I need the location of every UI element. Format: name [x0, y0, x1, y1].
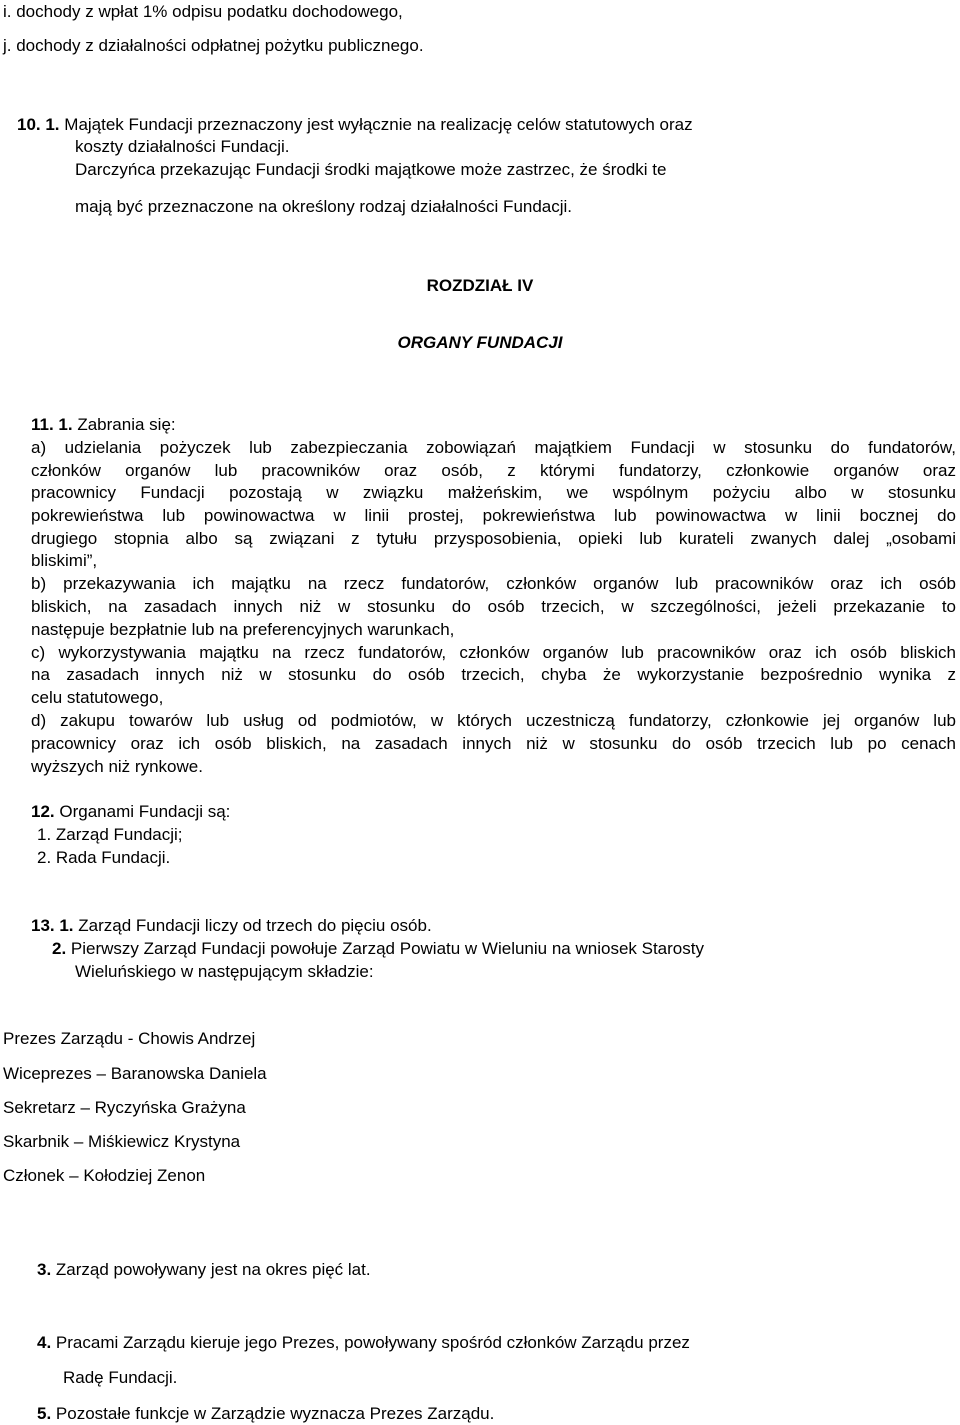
section-10-number: 10. 1. [17, 115, 60, 134]
section-12-intro: Organami Fundacji są: [59, 802, 231, 821]
section-11-line: na zasadach innych niż w stosunku do osób trzecich, chyba że wykorzystanie bezpośrednio wynika z [31, 665, 956, 684]
section-12-number: 12. [31, 802, 55, 821]
section-12-item: 2. Rada Fundacji. [37, 848, 171, 867]
section-11-line: celu statutowego, [31, 688, 164, 707]
section-10-line-1 [17, 115, 693, 135]
section-13-p3-text: Zarząd powoływany jest na okres pięć lat. [55, 1260, 371, 1279]
section-11-line: c) wykorzystywania majątku na rzecz fundatorów, członków organów lub pracowników oraz ich osób bliskich [31, 643, 956, 662]
list-item-i: i. dochody z wpłat 1% odpisu podatku dochodowego, [3, 2, 403, 21]
section-11-heading [31, 415, 176, 435]
section-13-p2-text: Pierwszy Zarząd Fundacji powołuje Zarząd Powiatu w Wieluniu na wniosek Starosty [70, 939, 704, 958]
board-member: Wiceprezes – Baranowska Daniela [3, 1064, 267, 1083]
section-11-line: a) udzielania pożyczek lub zabezpieczania zobowiązań majątkiem Fundacji w stosunku do fundatorów, [31, 438, 956, 457]
section-11-line: bliskimi”, [31, 551, 98, 570]
section-13-p2-line-1 [52, 939, 704, 959]
section-11-line: bliskich, na zasadach innych niż w stosunku do osób trzecich, w szczególności, jeżeli przekazanie to [31, 597, 956, 616]
section-13-p3-number: 3. [37, 1260, 52, 1279]
section-13-p2-line-2: Wieluńskiego w następującym składzie: [75, 962, 374, 981]
chapter-number: ROZDZIAŁ IV [426, 276, 534, 295]
section-13-p4-number: 4. [37, 1333, 52, 1352]
section-10-line-2: koszty działalności Fundacji. [75, 137, 290, 156]
section-11-line: drugiego stopnia albo są związani z tytułu przysposobienia, opieki lub kurateli zwanych dalej „osobami [31, 529, 956, 548]
section-11-line: członków organów lub pracowników oraz osób, z którymi fundatorzy, członkowie organów oraz [31, 461, 956, 480]
chapter-title: ORGANY FUNDACJI [397, 333, 563, 352]
section-11-line: wyższych niż rynkowe. [31, 757, 203, 776]
section-11-line: pracownicy Fundacji pozostają w związku małżeńskim, we wspólnym pożyciu albo w stosunku [31, 483, 956, 502]
board-member: Sekretarz – Ryczyńska Grażyna [3, 1098, 246, 1117]
section-13-p1: Zarząd Fundacji liczy od trzech do pięciu osób. [78, 916, 432, 935]
list-item-j: j. dochody z działalności odpłatnej pożytku publicznego. [3, 36, 424, 55]
section-13-p2-number: 2. [52, 939, 67, 958]
section-11-line: następuje bezpłatnie lub na preferencyjnych warunkach, [31, 620, 455, 639]
section-11-line: b) przekazywania ich majątku na rzecz fundatorów, członków organów lub pracowników oraz ich osób [31, 574, 956, 593]
board-member: Skarbnik – Miśkiewicz Krystyna [3, 1132, 241, 1151]
board-member: Prezes Zarządu - Chowis Andrzej [3, 1029, 256, 1048]
board-member: Członek – Kołodziej Zenon [3, 1166, 206, 1185]
section-13-p4-line-1 [37, 1333, 690, 1353]
section-12-heading [31, 802, 230, 822]
section-10-line-3: Darczyńca przekazując Fundacji środki majątkowe może zastrzec, że środki te [75, 160, 667, 179]
section-13-heading [31, 916, 432, 936]
section-13-p4-line-2: Radę Fundacji. [63, 1368, 178, 1387]
section-10-text: Majątek Fundacji przeznaczony jest wyłącznie na realizację celów statutowych oraz [64, 115, 693, 134]
section-11-line: d) zakupu towarów lub usług od podmiotów, w których uczestniczą fundatorzy, członkowie jej organów lub [31, 711, 956, 730]
section-11-intro: Zabrania się: [77, 415, 176, 434]
section-10-line-4: mają być przeznaczone na określony rodzaj działalności Fundacji. [75, 197, 573, 216]
section-11-number: 11. 1. [31, 415, 73, 434]
section-12-item: 1. Zarząd Fundacji; [37, 825, 183, 844]
section-11-line: pracownicy oraz ich osób bliskich, na zasadach innych niż w stosunku do osób trzecich lub po cenach [31, 734, 956, 753]
section-13-p5 [37, 1404, 494, 1424]
section-13-p5-text: Pozostałe funkcje w Zarządzie wyznacza Prezes Zarządu. [55, 1404, 495, 1423]
section-13-number: 13. 1. [31, 916, 74, 935]
section-13-p3 [37, 1260, 371, 1280]
section-13-p4-text: Pracami Zarządu kieruje jego Prezes, powoływany spośród członków Zarządu przez [55, 1333, 690, 1352]
section-11-line: pokrewieństwa lub powinowactwa w linii prostej, pokrewieństwa lub powinowactwa w linii bocznej do [31, 506, 956, 525]
section-13-p5-number: 5. [37, 1404, 52, 1423]
